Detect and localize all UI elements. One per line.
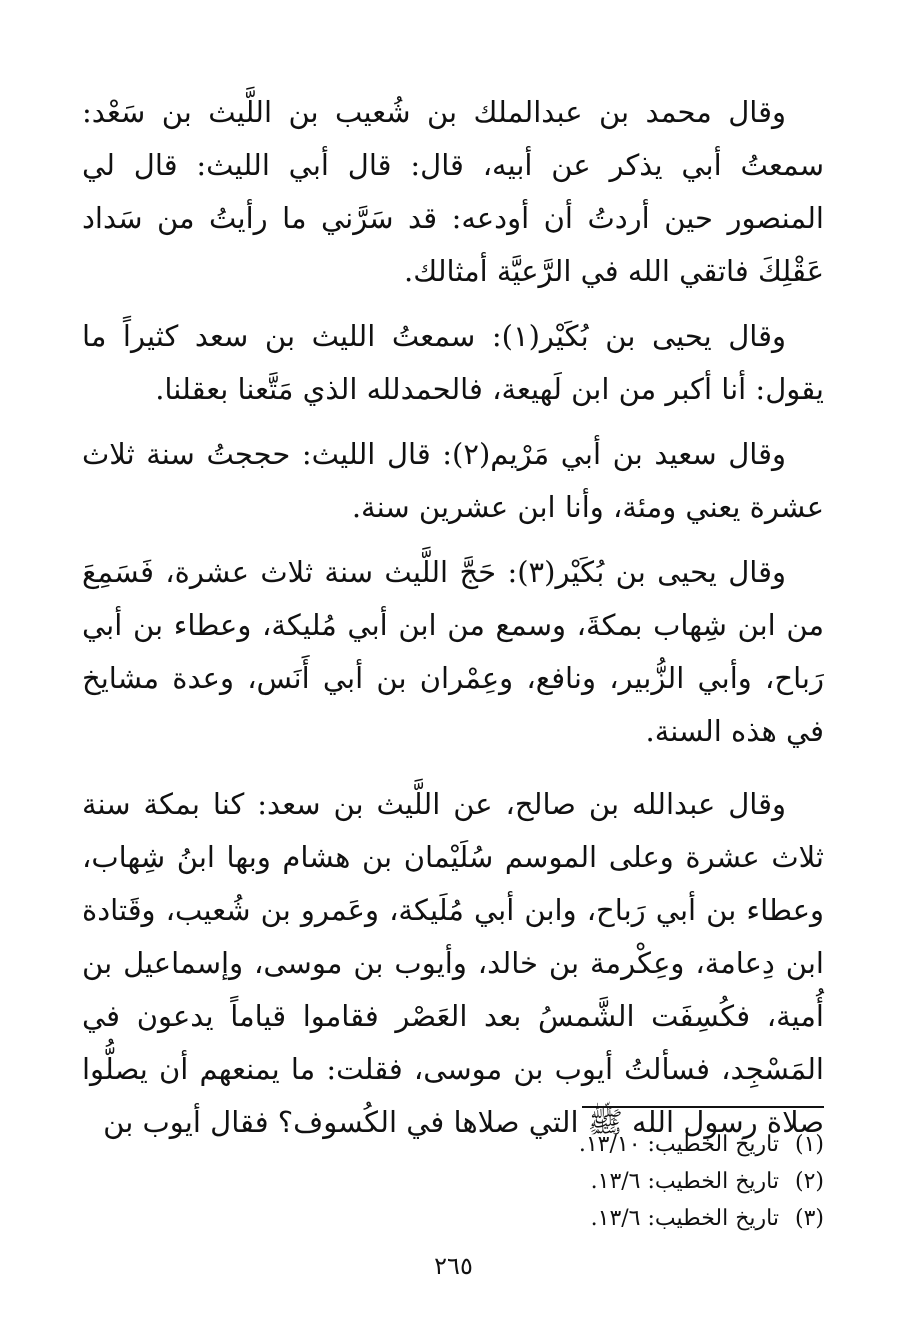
paragraph-3: وقال سعيد بن أبي مَرْيم(٢): قال الليث: حججتُ سنة ثلاث عشرة يعني ومئة، وأنا ابن عشرين سنة.: [82, 437, 824, 524]
footnote-text: تاريخ الخطيب: ١٣/١٠.: [578, 1132, 779, 1157]
paragraph-5: وقال عبدالله بن صالح، عن اللَّيث بن سعد: كنا بمكة سنة ثلاث عشرة وعلى الموسم سُلَيْمان بن هشام وبها ابنُ شِهاب، وعطاء بن أبي رَباح، وابن أبي مُلَيكة، وعَمرو بن شُعيب، وقَتادة ابن دِعامة، وعِكْرمة بن خالد، وأيوب بن موسى، وإسماعيل بن أُمية، فكُسِفَت الشَّمسُ بعد العَصْر فقاموا قياماً يدعون في المَسْجِد، فسألتُ أيوب بن موسى، فقلت: ما يمنعهم أن يصلُّوا صلاة رسول الله ﷺ التي صلاها في الكُسوف؟ فقال أيوب بن: [82, 787, 824, 1139]
paragraph-1: وقال محمد بن عبدالملك بن شُعيب بن اللَّيث بن سَعْد: سمعتُ أبي يذكر عن أبيه، قال: قال أبي الليث: قال لي المنصور حين أردتُ أن أودعه: قد سَرَّني ما رأيتُ من سَداد عَقْلِكَ فاتقي الله في الرَّعيَّة أمثالك.: [82, 95, 824, 288]
footnote-number: (٣): [794, 1206, 824, 1231]
paragraph-2: وقال يحيى بن بُكَيْر(١): سمعتُ الليث بن سعد كثيراً ما يقول: أنا أكبر من ابن لَهيعة، فالحمدلله الذي مَتَّعنا بعقلنا.: [82, 319, 824, 406]
footnote-text: تاريخ الخطيب: ١٣/٦.: [590, 1206, 779, 1231]
footnote-item: [424, 1126, 824, 1163]
footnote-number: (١): [794, 1132, 824, 1157]
footnotes: [424, 1126, 824, 1237]
footnote-item: [424, 1163, 824, 1200]
footnote-text: تاريخ الخطيب: ١٣/٦.: [590, 1169, 779, 1194]
footnote-separator: [582, 1106, 824, 1108]
page-number: ٢٦٥: [434, 1252, 473, 1280]
footnote-number: (٢): [794, 1169, 824, 1194]
footnote-item: [424, 1200, 824, 1237]
main-text: [82, 86, 824, 1161]
paragraph-4: وقال يحيى بن بُكَيْر(٣): حَجَّ اللَّيث سنة ثلاث عشرة، فَسَمِعَ من ابن شِهاب بمكةَ، وسمع من ابن أبي مُليكة، وعطاء بن أبي رَباح، وأبي الزُّبير، ونافع، وعِمْران بن أبي أَنَس، وعدة مشايخ في هذه السنة.: [82, 555, 824, 748]
